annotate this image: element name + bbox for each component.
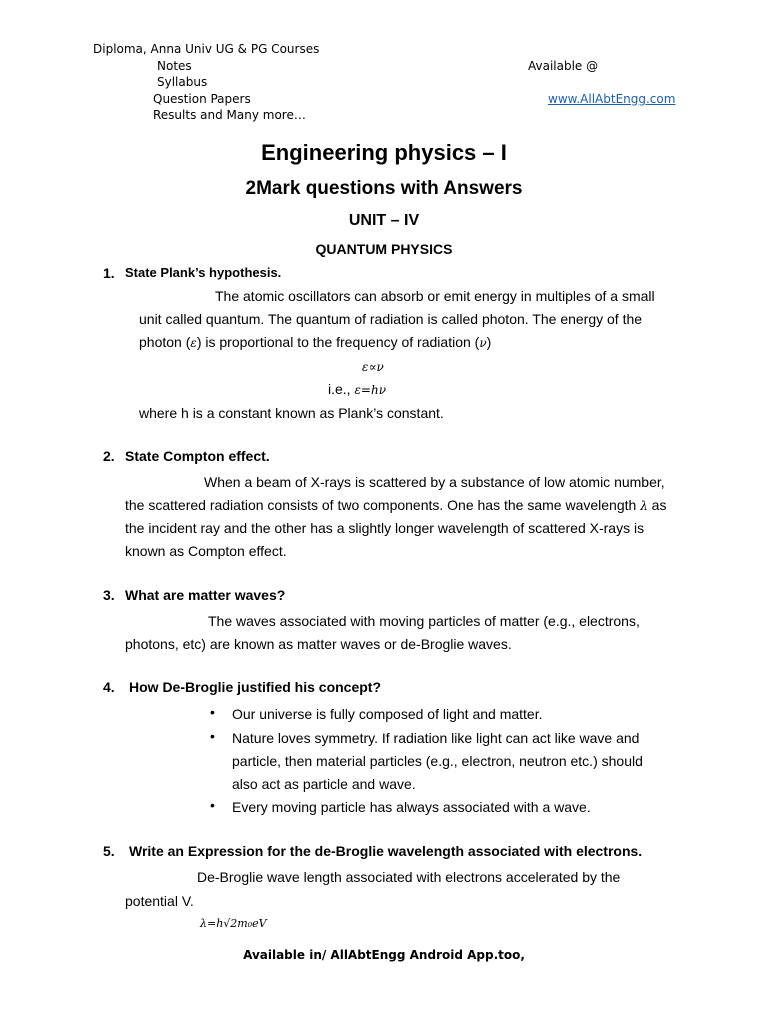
question-number: 1. [103,265,115,281]
answer-text: When a beam of X-rays is scattered by a substance of low atomic number, [204,474,665,490]
list-item: Our universe is fully composed of light and matter. [232,706,543,722]
answer-text: The waves associated with moving particles of matter (e.g., electrons, [208,613,640,629]
answer-text: where h is a constant known as Plank’s constant. [139,405,444,421]
answer-text: known as Compton effect. [125,543,287,559]
answer-text: the incident ray and the other has a slightly longer wavelength of scattered X-rays is [125,520,645,536]
footer-text: Available in/ AllAbtEngg Android App.too, [243,948,525,962]
header-courses: Diploma, Anna Univ UG & PG Courses [93,42,320,56]
page-title: Engineering physics – I [261,140,507,165]
website-link[interactable]: www.AllAbtEngg.com [548,92,676,106]
question-number: 5. [103,843,115,859]
list-item: Nature loves symmetry. If radiation like light can act like wave and [232,730,640,746]
answer-text: the scattered radiation consists of two components. One has the same wavelength λ as [125,497,667,513]
math-symbol: ν [479,336,487,350]
list-item: Every moving particle has always associated with a wave. [232,799,591,815]
bullet-icon: • [210,704,215,720]
question-heading: Write an Expression for the de-Broglie wavelength associated with electrons. [129,843,643,859]
equation: ε=hν [354,383,386,397]
question-number: 2. [103,448,115,464]
question-number: 4. [103,679,115,695]
header-question-papers: Question Papers [153,92,251,106]
answer-text: potential V. [125,893,194,909]
list-item-continuation: particle, then material particles (e.g., electron, neutron etc.) should [232,753,643,769]
question-number: 3. [103,587,115,603]
header-notes: Notes [157,59,192,73]
answer-text: The atomic oscillators can absorb or emit energy in multiples of a small [215,288,655,304]
answer-text: De-Broglie wave length associated with electrons accelerated by the [197,869,621,885]
equation: ε∝ν [362,360,384,374]
answer-text: photons, etc) are known as matter waves or de-Broglie waves. [125,636,512,652]
topic-heading: QUANTUM PHYSICS [315,241,453,257]
unit-heading: UNIT – IV [348,212,420,229]
bullet-icon: • [210,797,215,813]
question-heading: What are matter waves? [125,587,286,603]
math-symbol: ε [190,336,197,350]
equation-line: i.e., ε=hν [328,381,386,397]
page-subtitle: 2Mark questions with Answers [245,178,523,199]
question-heading: State Compton effect. [125,448,270,464]
header-results: Results and Many more… [153,108,306,122]
math-symbol: λ [640,499,648,513]
answer-text: photon (ε) is proportional to the frequency of radiation (ν) [139,334,492,350]
header-syllabus: Syllabus [157,75,208,89]
answer-text: unit called quantum. The quantum of radiation is called photon. The energy of the [139,311,643,327]
bullet-icon: • [210,728,215,744]
header-available: Available @ [528,59,599,73]
question-heading: State Plank’s hypothesis. [125,265,282,280]
list-item-continuation: also act as particle and wave. [232,776,416,792]
equation: λ=h√2m₀eV [200,917,267,930]
question-heading: How De-Broglie justified his concept? [129,679,382,695]
